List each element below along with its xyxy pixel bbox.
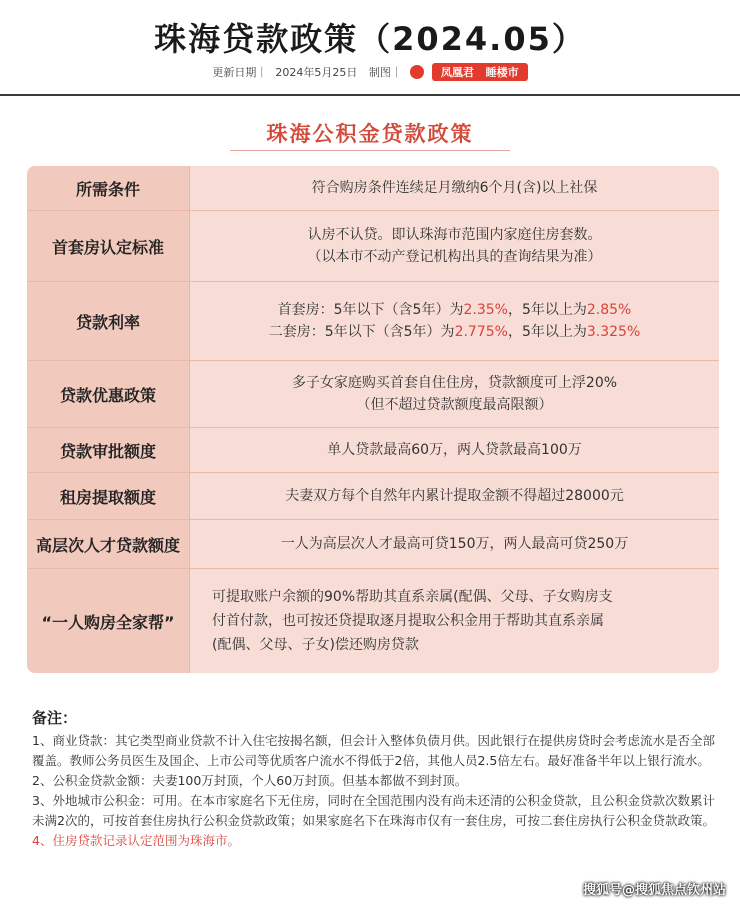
value-line: 可提取账户余额的90%帮助其直系亲属(配偶、父母、子女购房支: [212, 589, 613, 605]
note-item: 2、公积金贷款金额：夫妻100万封顶，个人60万封顶。但基本都做不到封顶。: [32, 773, 468, 788]
update-label: 更新日期｜: [212, 66, 268, 79]
value-line: 符合购房条件连续足月缴纳6个月(含)以上社保: [311, 180, 598, 196]
row-value: [190, 361, 719, 427]
table-row: [27, 473, 719, 520]
header-divider: [0, 94, 740, 96]
section-title: 珠海公积金贷款政策: [266, 122, 474, 146]
row-value: [190, 428, 719, 472]
rate-value: 3.325%: [586, 324, 641, 340]
value-line: （以本市不动产登记机构出具的查询结果为准）: [307, 249, 602, 265]
rate-text: ，5年以上为: [507, 324, 587, 340]
notes-section: [32, 708, 722, 851]
value-line: 付首付款，也可按还贷提取逐月提取公积金用于帮助其直系亲属: [212, 613, 604, 629]
row-label: “一人购房全家帮”: [27, 569, 190, 673]
rate-text: 首套房：5年以下（含5年）为: [277, 302, 464, 318]
rate-line-first-home: [278, 299, 632, 321]
page-title: 珠海贷款政策（2024.05）: [154, 20, 586, 58]
table-row: [27, 569, 719, 673]
rate-value: 2.85%: [586, 302, 632, 318]
table-row: [27, 282, 719, 361]
row-label: 租房提取额度: [27, 473, 190, 519]
value-line: 多子女家庭购买首套自住住房，贷款额度可上浮20%: [291, 375, 618, 391]
table-row: [27, 211, 719, 282]
notes-title: 备注：: [32, 709, 78, 727]
row-label: 所需条件: [27, 166, 190, 210]
value-line: (配偶、父母、子女)偿还购房贷款: [212, 637, 419, 653]
row-label: 贷款优惠政策: [27, 361, 190, 427]
value-line: 认房不认贷。即认珠海市范围内家庭住房套数。: [307, 227, 602, 243]
brand-badge: [432, 63, 528, 81]
rate-value: 2.775%: [454, 324, 508, 340]
rate-text: 二套房：5年以下（含5年）为: [268, 324, 455, 340]
policy-table: [27, 166, 719, 673]
update-date: 2024年5月25日: [275, 66, 358, 79]
rate-line-second-home: [269, 321, 641, 343]
row-value: [190, 166, 719, 210]
table-row: [27, 520, 719, 569]
made-label: 制图｜: [368, 66, 402, 79]
row-label: 高层次人才贷款额度: [27, 520, 190, 568]
brand-suffix: 睡楼市: [485, 66, 519, 79]
row-label: 贷款利率: [27, 282, 190, 360]
row-value: [190, 569, 719, 673]
row-value: [190, 473, 719, 519]
value-line: 单人贷款最高60万，两人贷款最高100万: [327, 442, 582, 458]
value-line: （但不超过贷款额度最高限额）: [356, 397, 553, 413]
watermark: 搜狐号@搜狐焦点钦州站: [582, 883, 726, 898]
meta-row: [0, 63, 740, 81]
row-label: 贷款审批额度: [27, 428, 190, 472]
phoenix-logo-icon: [410, 65, 424, 79]
note-item: 4、住房贷款记录认定范围为珠海市。: [32, 833, 240, 848]
header: [0, 0, 740, 92]
section-underline: [230, 150, 510, 151]
rate-value: 2.35%: [463, 302, 508, 318]
table-row: [27, 428, 719, 473]
table-row: [27, 166, 719, 211]
brand-name: 凤凰君: [440, 66, 474, 79]
value-line: 夫妻双方每个自然年内累计提取金额不得超过28000元: [285, 488, 624, 504]
note-item: 3、外地城市公积金：可用。在本市家庭名下无住房，同时在全国范围内没有尚未还清的公积金贷款，且公积金贷款次数累计未满2次的，可按首套住房执行公积金贷款政策；如果家庭名下在珠海市仅有一套住房，可按二套住房执行公积金贷款政策。: [32, 793, 715, 828]
value-line: 一人为高层次人才最高可贷150万，两人最高可贷250万: [280, 536, 629, 552]
rate-text: ，5年以上为: [507, 302, 587, 318]
row-value: [190, 282, 719, 360]
table-row: [27, 361, 719, 428]
row-value: [190, 520, 719, 568]
note-item: 1、商业贷款：其它类型商业贷款不计入住宅按揭名额，但会计入整体负债月供。因此银行在提供房贷时会考虑流水是否全部覆盖。教师公务员医生及国企、上市公司等优质客户流水不得低于2倍，其他人员2.5倍左右。最好准备半年以上银行流水。: [32, 733, 715, 768]
row-value: [190, 211, 719, 281]
row-label: 首套房认定标准: [27, 211, 190, 281]
